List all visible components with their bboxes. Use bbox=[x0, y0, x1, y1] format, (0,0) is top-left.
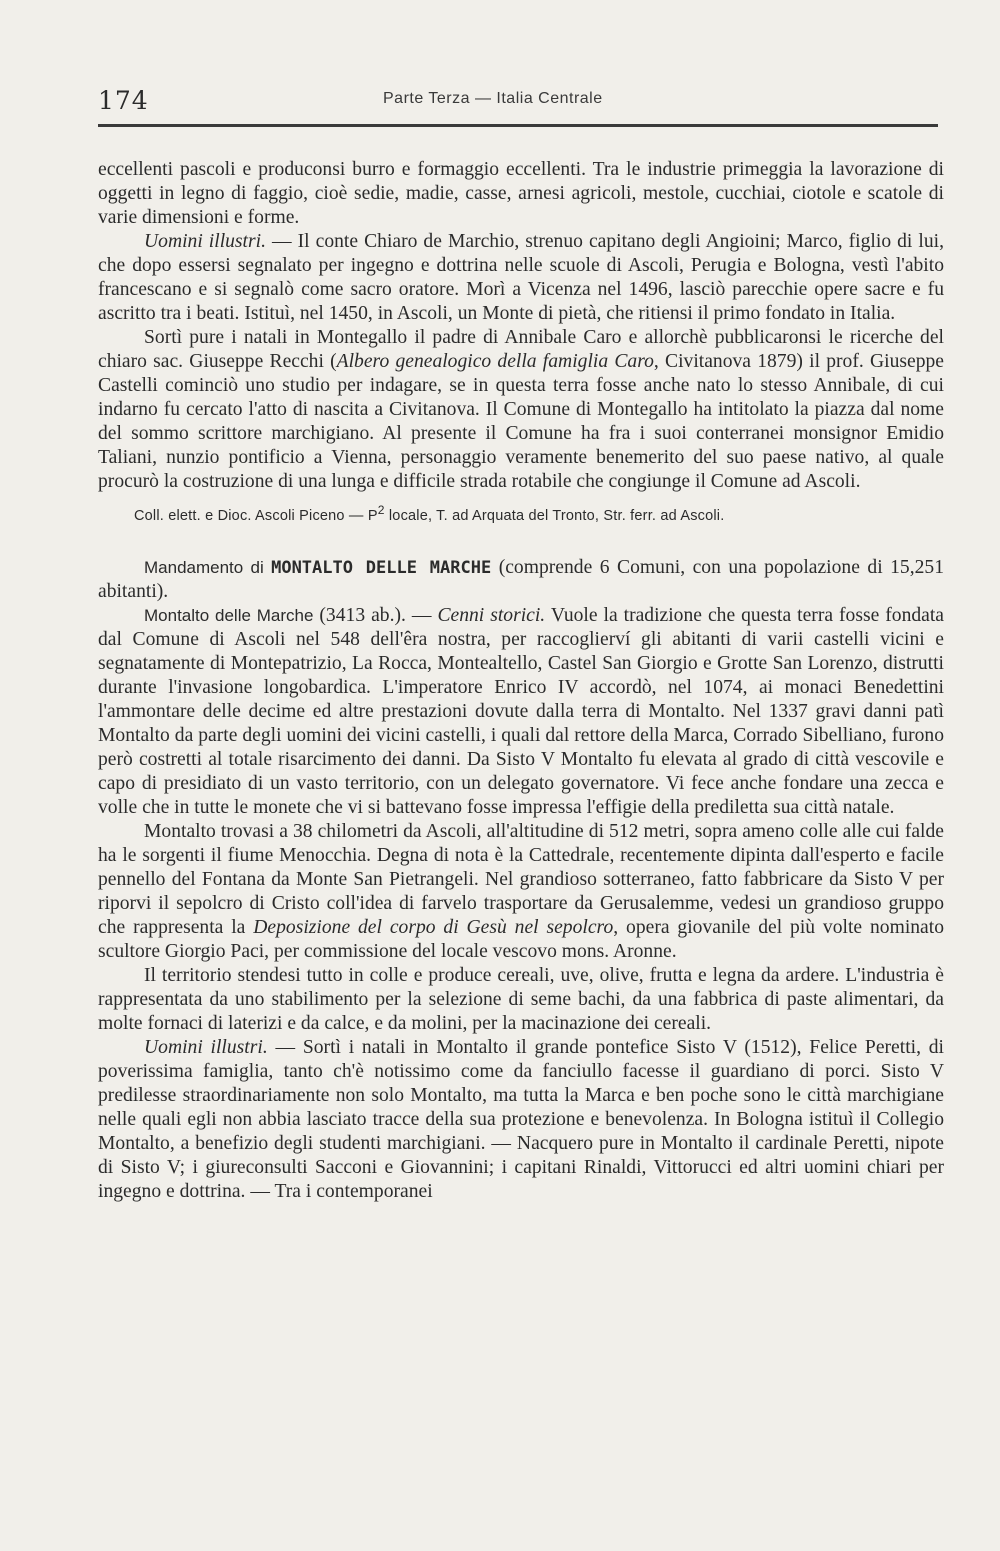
page-number: 174 bbox=[98, 86, 149, 115]
paragraph-annibale-caro: Sortì pure i natali in Montegallo il padre di Annibale Caro e allorchè pubblicaronsi le ricerche del chiaro sac. Giuseppe Recchi (Albero genealogico della famiglia Caro, Civitanova 1879) il prof. Giuseppe Castelli cominciò uno studio per indagare, se in questa terra fosse anche nato lo stesso Annibale, di cui indarno fu cercato l'atto di nascita a Civitanova. Il Comune di Montegallo ha intitolato la piazza dal nome del sommo scrittore marchigiano. Al presente il Comune ha fra i suoi conterranei monsignor Emidio Taliani, nunzio pontificio a Vienna, personaggio veramente benemerito del suo paese nativo, al quale procurò la costruzione di una lunga e difficile strada rotabile che congiunge il Comune ad Ascoli. bbox=[98, 327, 944, 492]
paragraph-mandamento-heading: Mandamento di MONTALTO DELLE MARCHE (comprende 6 Comuni, con una popolazione di 15,251 abitanti). bbox=[98, 556, 945, 602]
paragraph-uomini-illustri-montegallo: Uomini illustri. — Il conte Chiaro de Marchio, strenuo capitano degli Angioini; Marco, figlio di lui, che dopo essersi segnalato per ingegno e dottrina nelle scuole di Ascoli, Perugia e Bologna, vestì l'abito francescano e si segnalò come sacro oratore. Morì a Vicenza nel 1496, lasciò parecchie opere sacre e fu ascritto tra i beati. Istituì, nel 1450, in Ascoli, un Monte di pietà, che ritiensi il primo fondato in Italia. bbox=[98, 231, 944, 324]
paragraph-territorio: Il territorio stendesi tutto in colle e produce cereali, uve, olive, frutta e legna da ardere. L'industria è rappresentata da uno stabilimento per la selezione di seme bachi, da una fabbrica di paste alimentari, da molte fornaci di laterizi e da calce, e da molini, per la macinazione dei cereali. bbox=[98, 964, 944, 1034]
paragraph-uomini-illustri-montalto: Uomini illustri. — Sortì i natali in Montalto il grande pontefice Sisto V (1512), Felice Peretti, di poverissima famiglia, tanto ch'è notissimo come da fanciullo facesse il guardiano di porci. Sisto V predilesse straordinariamente non solo Montalto, ma tutta la Marca e ben poche sono le città marchigiane nelle quali egli non abbia lasciato tracce della sua protezione e benevolenza. In Bologna istituì il Collegio Montalto, a benefizio degli studenti marchigiani. — Nacquero pure in Montalto il cardinale Peretti, nipote di Sisto V; i giureconsulti Sacconi e Giovannini; i capitani Rinaldi, Vittorucci ed altri uomini chiari per ingegno e dottrina. — Tra i contemporanei bbox=[98, 1036, 944, 1202]
running-head: Parte Terza — Italia Centrale bbox=[383, 90, 603, 107]
paragraph-montalto-cenni-storici: Montalto delle Marche (3413 ab.). — Cenni storici. Vuole la tradizione che questa terra fosse fondata dal Comune di Ascoli nel 548 dell'êra nostra, per raccoglierví gli abitanti di varii castelli vicini e segnatamente di Montepatrizio, La Rocca, Montealtello, Castel San Giorgio e Grotte San Lorenzo, distrutti durante l'invasione longobardica. L'imperatore Enrico IV accordò, nel 1074, ai monaci Benedettini l'ammontare delle decime ed altre prestazioni dovute dalla terra di Montalto. Nel 1337 gravi danni patì Montalto da parte degli uomini dei vicini castelli, i quali dal rettore della Marca, Corrado Sibelliano, furono però costretti al totale risarcimento dei danni. Da Sisto V Montalto fu elevata al grado di città vescovile e capo di presidiato di un vasto territorio, con un delegato governatore. Vi fece anche fondare una zecca e volle che in tutte le monete che vi si battevano fosse impressa l'effigie della prediletta sua città natale. bbox=[98, 604, 945, 818]
page-header bbox=[98, 86, 938, 120]
header-rule bbox=[98, 124, 938, 127]
paragraph-montalto-location: Montalto trovasi a 38 chilometri da Ascoli, all'altitudine di 512 metri, sopra ameno colle alle cui falde ha le sorgenti il fiume Menocchia. Degna di nota è la Cattedrale, recentemente dipinta dall'esperto e facile pennello del Fontana da Monte San Pietrangeli. Nel grandioso sotterraneo, fatto fabbricare da Sisto V per riporvi il sepolcro di Cristo coll'idea di farvelo trasportare da Gerusalemme, vedesi un grandioso gruppo che rappresenta la Deposizione del corpo di Gesù nel sepolcro, opera giovanile del più volte nominato scultore Giorgio Paci, per commissione del locale vescovo mons. Aronne. bbox=[98, 820, 944, 962]
body-text bbox=[98, 158, 944, 1204]
administrative-note: Coll. elett. e Dioc. Ascoli Piceno — $P^2$ locale, T. ad Arquata del Tronto, Str. ferr. ad Ascoli. bbox=[134, 503, 725, 524]
paragraph-pascoli: eccellenti pascoli e produconsi burro e formaggio eccellenti. Tra le industrie primeggia la lavorazione di oggetti in legno di faggio, cioè sedie, madie, casse, arnesi agricoli, mestole, cucchiai, ciotole e scatole di varie dimensioni e forme. bbox=[98, 159, 944, 228]
